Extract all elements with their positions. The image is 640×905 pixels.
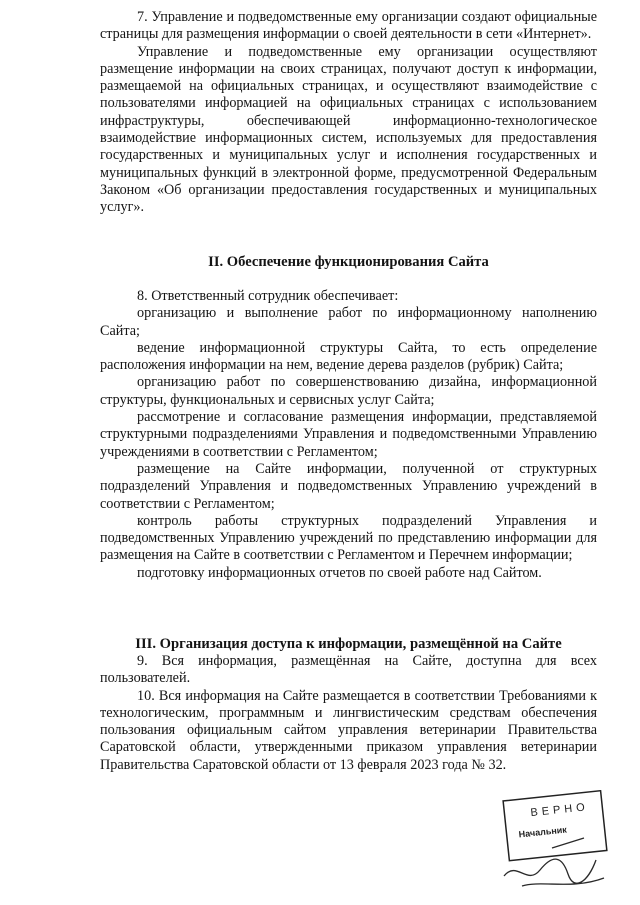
paragraph-10: 10. Вся информация на Сайте размещается в соответствии Требованиями к технологическим, программным и лингвистическим средствам обеспечения пользования официальным сайтом управления ветеринарии Правительства Саратовской области, утвержденными приказом управления ветеринарии Правительства Саратовской области от 13 февраля 2023 года № 32. xyxy=(100,687,597,773)
paragraph-7: 7. Управление и подведомственные ему организации создают официальные страницы для размещения информации о своей деятельности в сети «Интернет». xyxy=(100,9,597,43)
section-3-heading: III. Организация доступа к информации, размещённой на Сайте xyxy=(135,636,562,652)
list-item: контроль работы структурных подразделений Управления и подведомственных Управлению учреждений по представлению информации для размещения на Сайте в соответствии с Регламентом и Перечнем информации; xyxy=(100,512,597,564)
list-item: организацию и выполнение работ по информационному наполнению Сайта; xyxy=(100,305,597,339)
verified-stamp xyxy=(492,790,612,894)
paragraph-9: 9. Вся информация, размещённая на Сайте, доступна для всех пользователей. xyxy=(100,653,597,687)
signature-scribble xyxy=(504,838,604,886)
list-item: рассмотрение и согласование размещения информации, представляемой структурными подразделениями Управления и подведомственными Управлению учреждениями в соответствии с Регламентом; xyxy=(100,409,597,460)
paragraph-7-continued: Управление и подведомственные ему организации осуществляют размещение информации на своих страницах, получают доступ к информации, размещаемой на официальных страницах, и осуществляют взаимодействие с пользователями информацией на официальных страницах с использованием инфраструктуры, обеспечивающей информационно-технологическое взаимодействие информационных систем, используемых для предоставления государственных и муниципальных услуг и исполнения государственных и муниципальных функций в электронной форме, предусмотренной Федеральным Законом «Об организации предоставления государственных и муниципальных услуг». xyxy=(100,43,597,216)
stamp-graphic xyxy=(492,790,612,894)
section-2-body xyxy=(100,288,597,582)
section-2-heading: II. Обеспечение функционирования Сайта xyxy=(208,254,489,270)
list-item: организацию работ по совершенствованию дизайна, информационной структуры, функциональных и сервисных услуг Сайта; xyxy=(100,374,597,408)
section-3-body xyxy=(100,653,597,774)
list-item: размещение на Сайте информации, полученной от структурных подразделений Управления и подведомственных Управлению учреждений в соответствии с Регламентом; xyxy=(100,460,597,512)
list-item: ведение информационной структуры Сайта, то есть определение расположения информации на нем, ведение дерева разделов (рубрик) Сайта; xyxy=(100,339,597,374)
stamp-label: Начальник xyxy=(518,824,568,840)
paragraph-8: 8. Ответственный сотрудник обеспечивает: xyxy=(137,288,399,304)
list-item: подготовку информационных отчетов по своей работе над Сайтом. xyxy=(137,564,542,581)
stamp-word: ВЕРНО xyxy=(529,801,590,820)
section-1-body xyxy=(100,9,597,217)
